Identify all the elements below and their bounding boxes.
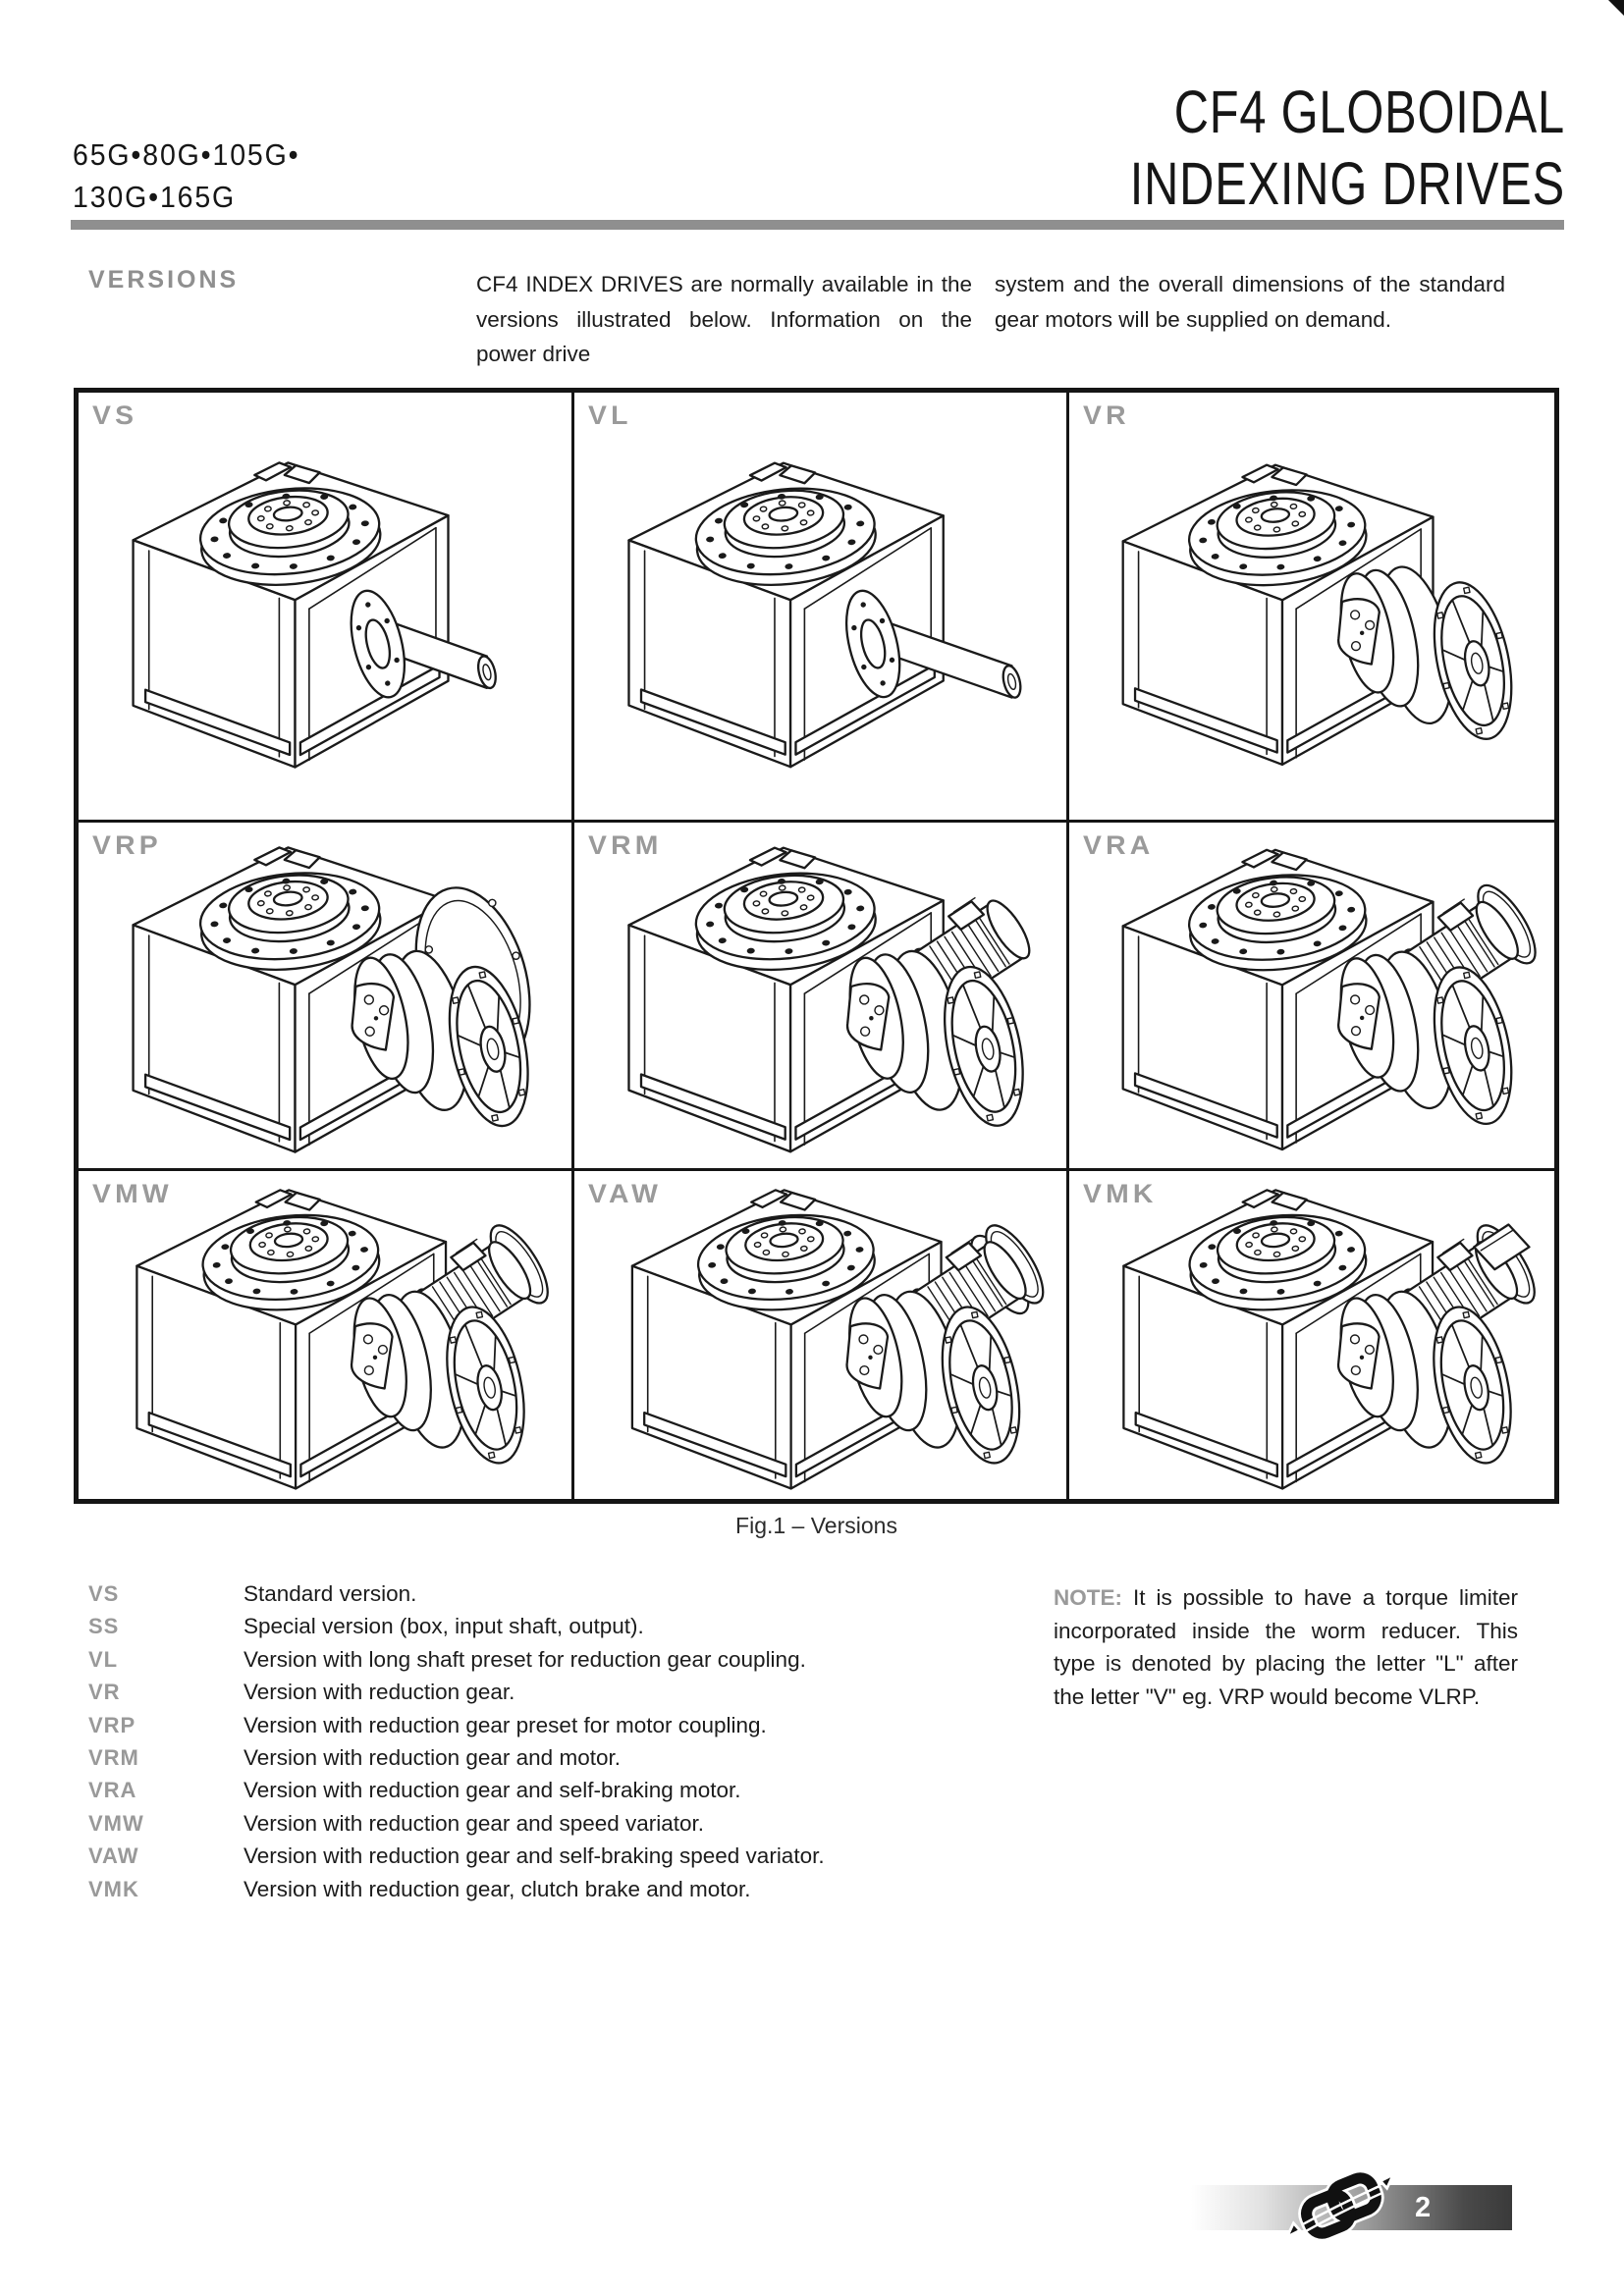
legend-desc: Version with reduction gear preset for motor coupling. bbox=[244, 1712, 767, 1737]
model-codes-line1: 65G•80G•105G• bbox=[73, 137, 300, 172]
legend-row bbox=[88, 1745, 1060, 1778]
legend-desc: Special version (box, input shaft, output). bbox=[244, 1614, 644, 1639]
legend-row bbox=[88, 1581, 1060, 1614]
figure-cell-vr bbox=[1069, 393, 1554, 823]
figure-cell-vl bbox=[574, 393, 1069, 823]
drawing-vmk-clutch-brake-motor bbox=[1069, 1171, 1554, 1499]
footer-page-bar bbox=[1191, 2185, 1512, 2230]
page-title-line2: INDEXING DRIVES bbox=[1129, 150, 1565, 217]
note-text: It is possible to have a torque limiter incorporated inside the worm reducer. This type is denoted by placing the letter "L" after the letter "V" eg. VRP would become VLRP. bbox=[1054, 1585, 1518, 1709]
cell-label-vaw: VAW bbox=[588, 1179, 663, 1208]
figure-versions-grid bbox=[74, 388, 1559, 1504]
drawing-vaw-self-braking-variator bbox=[574, 1171, 1066, 1499]
figure-cell-vs bbox=[79, 393, 574, 823]
versions-legend bbox=[88, 1581, 1060, 1909]
legend-row bbox=[88, 1843, 1060, 1876]
cell-label-vl: VL bbox=[588, 400, 632, 430]
legend-desc: Version with reduction gear and speed variator. bbox=[244, 1810, 705, 1836]
legend-row bbox=[88, 1680, 1060, 1712]
header-rule bbox=[71, 220, 1564, 230]
figure-cell-vmk bbox=[1069, 1171, 1554, 1499]
cell-label-vr: VR bbox=[1083, 400, 1130, 430]
legend-row bbox=[88, 1778, 1060, 1810]
cell-label-vmw: VMW bbox=[92, 1179, 173, 1208]
legend-code: VRA bbox=[88, 1778, 137, 1803]
scan-corner-artifact bbox=[1608, 0, 1624, 16]
legend-code: VMW bbox=[88, 1810, 144, 1836]
legend-desc: Version with reduction gear and motor. bbox=[244, 1744, 621, 1770]
model-codes bbox=[73, 133, 320, 218]
legend-code: SS bbox=[88, 1614, 120, 1639]
versions-heading: VERSIONS bbox=[88, 266, 240, 294]
figure-cell-vrm bbox=[574, 823, 1069, 1171]
legend-code: VL bbox=[88, 1646, 119, 1672]
intro-column-1: CF4 INDEX DRIVES are normally available in the versions illustrated below. Information on the power drive bbox=[476, 272, 972, 366]
legend-row bbox=[88, 1647, 1060, 1680]
model-codes-line2: 130G•165G bbox=[73, 180, 237, 214]
legend-desc: Version with reduction gear and self-braking motor. bbox=[244, 1778, 741, 1803]
drawing-vrm-gear-motor bbox=[574, 823, 1066, 1168]
legend-desc: Version with reduction gear, clutch brake and motor. bbox=[244, 1876, 751, 1901]
legend-desc: Version with long shaft preset for reduction gear coupling. bbox=[244, 1646, 806, 1672]
figure-cell-vmw bbox=[79, 1171, 574, 1499]
drawing-vrp-motor-coupling bbox=[79, 823, 571, 1168]
legend-code: VMK bbox=[88, 1876, 139, 1901]
note-label: NOTE: bbox=[1054, 1585, 1122, 1610]
knot-logo-icon bbox=[1285, 2160, 1395, 2252]
cell-label-vs: VS bbox=[92, 400, 138, 430]
legend-row bbox=[88, 1877, 1060, 1909]
figure-cell-vaw bbox=[574, 1171, 1069, 1499]
legend-desc: Version with reduction gear and self-braking speed variator. bbox=[244, 1843, 825, 1869]
drawing-vra-self-braking-motor bbox=[1069, 823, 1554, 1168]
intro-column-2: system and the overall dimensions of the standard gear motors will be supplied on demand. bbox=[995, 272, 1505, 332]
legend-code: VAW bbox=[88, 1843, 139, 1869]
torque-limiter-note bbox=[1054, 1581, 1518, 1713]
page-title-line1: CF4 GLOBOIDAL bbox=[1173, 79, 1565, 145]
cell-label-vra: VRA bbox=[1083, 830, 1155, 860]
legend-desc: Standard version. bbox=[244, 1581, 417, 1606]
drawing-vr-reduction-gear bbox=[1069, 393, 1554, 820]
legend-row bbox=[88, 1713, 1060, 1745]
legend-code: VRP bbox=[88, 1712, 136, 1737]
page-number: 2 bbox=[1415, 2192, 1432, 2223]
cell-label-vrm: VRM bbox=[588, 830, 663, 860]
drawing-vs-standard bbox=[79, 393, 571, 820]
legend-row bbox=[88, 1811, 1060, 1843]
drawing-vmw-speed-variator bbox=[79, 1171, 571, 1499]
figure-cell-vrp bbox=[79, 823, 574, 1171]
legend-code: VRM bbox=[88, 1744, 139, 1770]
figure-caption: Fig.1 – Versions bbox=[735, 1513, 897, 1538]
legend-code: VS bbox=[88, 1581, 120, 1606]
legend-code: VR bbox=[88, 1680, 121, 1705]
cell-label-vrp: VRP bbox=[92, 830, 162, 860]
cell-label-vmk: VMK bbox=[1083, 1179, 1158, 1208]
page-title bbox=[1021, 77, 1565, 220]
legend-row bbox=[88, 1614, 1060, 1646]
figure-cell-vra bbox=[1069, 823, 1554, 1171]
legend-desc: Version with reduction gear. bbox=[244, 1680, 515, 1705]
drawing-vl-long-shaft bbox=[574, 393, 1066, 820]
